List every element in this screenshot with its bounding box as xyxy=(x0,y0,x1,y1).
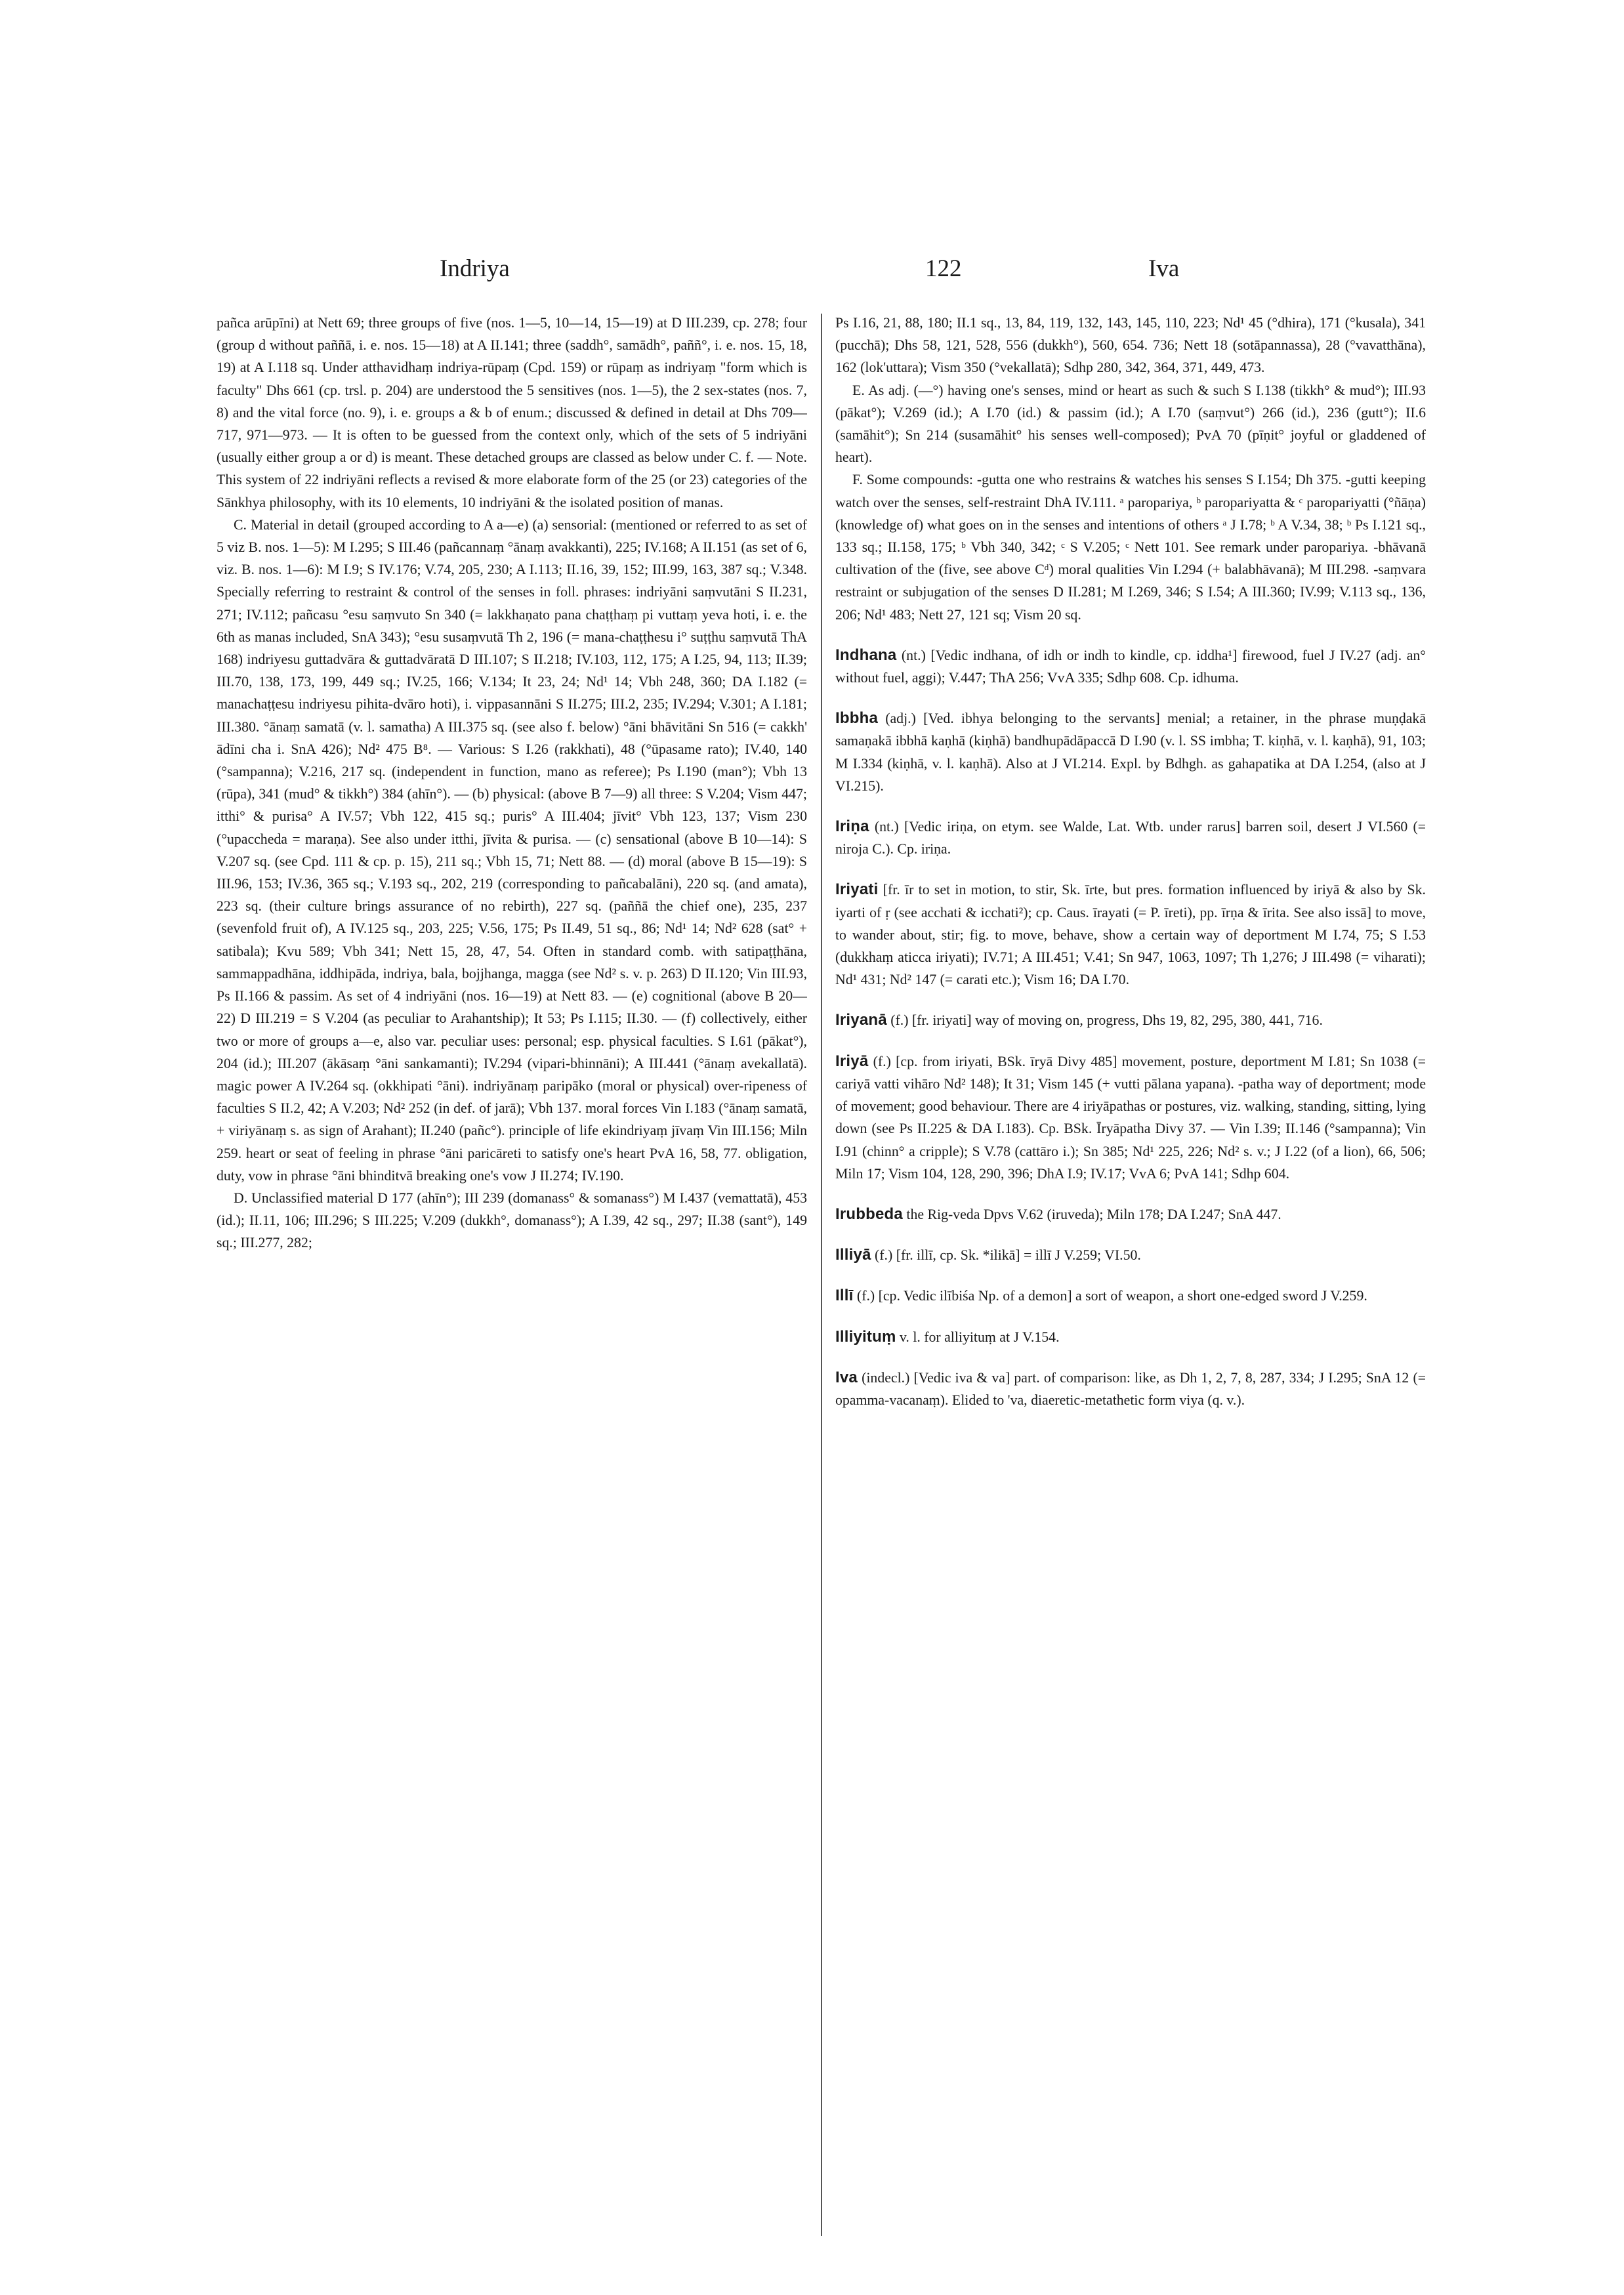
paragraph: pañca arūpīni) at Nett 69; three groups of five (nos. 1—5, 10—14, 15—19) at D III.239, cp. 278; four (group d without paññā, i. e. nos. 15—18) at A II.141; three (saddh°, samādh°, paññ°, i. e. nos. 15, 18, 19) at A I.118 sq. Under atthavidhaṃ indriya-rūpaṃ (Cpd. 159) or rūpaṃ as indriyaṃ "form which is faculty" Dhs 661 (cp. trsl. p. 204) are understood the 5 sensitives (nos. 1—5), the 2 sex-states (nos. 7, 8) and the vital force (no. 9), i. e. groups a & b of enum.; discussed & defined in detail at Dhs 709—717, 971—973. — It is often to be guessed from the context only, which of the sets of 5 indriyāni (usually either group a or d) is meant. These detached groups are classed as below under C. f. — Note. This system of 22 indriyāni reflects a revised & more elaborate form of the 25 (or 23) categories of the Sānkhya philosophy, with its 10 elements, 10 indriyāni & the isolated position of manas. xyxy=(217,315,807,510)
entry-body: v. l. for alliyituṃ at J V.154. xyxy=(896,1329,1060,1345)
dictionary-entry xyxy=(835,1203,1426,1226)
entry-headword: Iriyā xyxy=(835,1052,869,1070)
dictionary-entry xyxy=(835,707,1426,797)
entry-body: (adj.) [Ved. ibhya belonging to the servants] menial; a retainer, in the phrase muṇḍakā samaṇakā ibbhā kaṇhā (kiṇhā) bandhupādāpaccā D I.90 (v. l. SS imbha; T. kiṇhā, v. l. kaṇhā), 91, 103; M I.334 (kiṇhā, v. l. kaṇhā). Also at J VI.214. Expl. by Bdhgh. as gahapatika at DA I.254, (also at J VI.215). xyxy=(835,711,1426,794)
dictionary-entry xyxy=(835,1009,1426,1031)
dictionary-entry xyxy=(835,1285,1426,1307)
entry-body: (indecl.) [Vedic iva & va] part. of comparison: like, as Dh 1, 2, 7, 8, 287, 334; J I.295; SnA 12 (= opamma-vacanaṃ). Elided to 'va, diaeretic-metathetic form viya (q. v.). xyxy=(835,1369,1426,1408)
dictionary-entry xyxy=(835,816,1426,860)
dictionary-entry xyxy=(835,1367,1426,1411)
dictionary-entry xyxy=(835,879,1426,991)
entry-headword: Illiyā xyxy=(835,1246,871,1264)
paragraph: C. Material in detail (grouped according to A a—e) (a) sensorial: (mentioned or referred to as set of 5 viz B. nos. 1—5): M I.295; S III.46 (pañcannaṃ °ānaṃ avakkanti), 225; IV.168; A II.151 (as set of 6, viz. B. nos. 1—6): M I.9; S IV.176; V.74, 205, 230; A I.113; II.16, 39, 152; III.99, 163, 387 sq.; V.348. Specially referring to restraint & control of the senses in foll. phrases: indriyāni saṃvutāni S II.231, 271; IV.112; pañcasu °esu saṃvuto Sn 340 (= lakkhaṇato pana chaṭṭhaṃ pi vuttaṃ yeva hoti, i. e. the 6th as manas included, SnA 343); °esu susaṃvutā Th 2, 196 (= mana-chaṭṭhesu i° suṭṭhu saṃvutā ThA 168) indriyesu guttadvāra & guttadvāratā D III.107; S II.218; IV.103, 112, 175; A I.25, 94, 113; II.39; III.70, 138, 173, 199, 449 sq.; IV.25, 166; V.134; It 23, 24; Nd¹ 14; Vbh 248, 360; DA I.182 (= manachaṭṭesu indriyesu pihita-dvāro hoti), i. vippasannāni S II.275; III.2, 235; IV.294; V.301; A I.181; III.380. °ānaṃ samatā (v. l. samatha) A III.375 sq. (see also f. below) °āni bhāvitāni Sn 516 (= cakkh' ādīni cha i. SnA 426); Nd² 475 B⁸. — Various: S I.26 (rakkhati), 48 (°ūpasame rato); IV.40, 140 (°sampanna); V.216, 217 sq. (independent in function, mano as referee); Ps I.190 (man°); Vbh 13 (rūpa), 341 (mud° & tikkh°) 384 (ahīn°). — (b) physical: (above B 7—9) all three: S V.204; Vism 447; itthi° & purisa° A IV.57; Vbh 122, 415 sq.; puris° A III.404; jīvit° Vbh 123, 137; Vism 230 (°upaccheda = maraṇa). See also under itthi, jīvita & purisa. — (c) sensational (above B 10—14): S V.207 sq. (see Cpd. 111 & cp. p. 15), 211 sq.; Vbh 15, 71; Nett 88. — (d) moral (above B 15—19): S III.96, 153; IV.36, 365 sq.; V.193 sq., 202, 219 (corresponding to pañcabalāni), 220 sq. (and amata), 223 sq. (their culture brings assurance of no rebirth), 227 sq. (paññā the chief one), 235, 237 (sevenfold fruit of), A IV.125 sq., 203, 225; V.56, 175; Ps II.49, 51 sq., 86; Nd¹ 14; Nd² 628 (sat° + satibala); Kvu 589; Vbh 341; Nett 15, 28, 47, 54. Often in standard comb. with satipaṭṭhāna, sammappadhāna, iddhipāda, indriya, bala, bojjhanga, magga (see Nd² s. v. p. 263) D II.120; Vin III.93, Ps II.166 & passim. As set of 4 indriyāni (nos. 16—19) at Nett 83. — (e) cognitional (above B 20—22) D III.219 = S V.204 (as peculiar to Arahantship); It 53; Ps I.115; II.30. — (f) collectively, either two or more of groups a—e, also var. peculiar uses: personal; esp. physical faculties. S I.61 (pākat°), 204 (id.); III.207 (ākāsaṃ °āni sankamanti); IV.294 (vipari-bhinnāni); A III.441 (°ānaṃ avekallatā). magic power A IV.264 sq. (okkhipati °āni). indriyānaṃ paripāko (moral or physical) over-ripeness of faculties S II.2, 42; A V.203; Nd² 252 (in def. of jarā); Vbh 137. moral forces Vin I.183 (°ānaṃ samatā, + viriyānaṃ s. as sign of Arahant); II.240 (pañc°). principle of life ekindriyaṃ jīvaṃ Vin III.156; Miln 259. heart or seat of feeling in phrase °āni paricāreti to satisfy one's heart PvA 16, 58, 77. obligation, duty, vow in phrase °āni bhinditvā breaking one's vow J II.274; IV.190. xyxy=(217,516,807,1184)
entry-body: [fr. īr to set in motion, to stir, Sk. īrte, but pres. formation influenced by iriyā & also by Sk. iyarti of ṛ (see acchati & icchati²); cp. Caus. īrayati (= P. īreti), pp. īrṇa & īrita. See also issā] to move, to wander about, stir; fig. to move, behave, show a certain way of deportment M I.74, 75; S I.53 (dukkhaṃ aticca iriyati); IV.71; A III.451; V.41; Sn 947, 1063, 1097; Th 1,276; J III.498 (= viharati); Nd¹ 431; Nd² 147 (= carati etc.); Vism 16; DA I.70. xyxy=(835,882,1426,988)
right-column xyxy=(835,312,1426,2181)
dictionary-entry xyxy=(835,1244,1426,1266)
paragraph: Ps I.16, 21, 88, 180; II.1 sq., 13, 84, 119, 132, 143, 145, 110, 223; Nd¹ 45 (°dhira), 171 (°kusala), 341 (pucchā); Dhs 58, 121, 528, 556 (dukkh°), 560, 654. 736; Nett 18 (sotāpannassa), 28 (°vavatthāna), 162 (lok'uttara); Vism 350 (°vekallatā); Sdhp 280, 342, 364, 371, 449, 473. xyxy=(835,315,1426,376)
entry-headword: Illī xyxy=(835,1287,854,1305)
entry-body: (nt.) [Vedic indhana, of idh or indh to kindle, cp. iddha¹] firewood, fuel J IV.27 (adj. an° without fuel, aggi); V.447; ThA 256; VvA 335; Sdhp 608. Cp. idhuma. xyxy=(835,647,1426,686)
entry-headword: Iriyanā xyxy=(835,1011,887,1029)
entry-headword: Ibbha xyxy=(835,709,878,728)
page-number: 122 xyxy=(925,255,962,282)
dictionary-entry xyxy=(835,1326,1426,1348)
running-head xyxy=(217,255,1411,294)
header-left-word: Indriya xyxy=(440,255,510,282)
entry-body: (nt.) [Vedic iriṇa, on etym. see Walde, Lat. Wtb. under rarus] barren soil, desert J VI.560 (= niroja C.). Cp. iriṇa. xyxy=(835,819,1426,858)
paragraph: E. As adj. (—°) having one's senses, mind or heart as such & such S I.138 (tikkh° & mud°); III.93 (pākat°); V.269 (id.); A I.70 (id.) & passim (id.); A I.70 (saṃvut°) 266 (id.), 236 (gutt°); II.6 (samāhit°); Sn 214 (susamāhit° his senses well-composed); PvA 70 (pīṇit° joyful or gladdened of heart). xyxy=(835,382,1426,466)
left-column xyxy=(217,312,807,2237)
header-right-word: Iva xyxy=(1148,255,1180,282)
dictionary-entry xyxy=(835,644,1426,689)
dictionary-entry xyxy=(835,1050,1426,1185)
entry-body: (f.) [fr. iriyati] way of moving on, progress, Dhs 19, 82, 295, 380, 441, 716. xyxy=(886,1012,1323,1029)
paragraph: F. Some compounds: -gutta one who restrains & watches his senses S I.154; Dh 375. -gutti keeping watch over the senses, self-restraint DhA IV.111. ᵃ paropariya, ᵇ paropariyatta & ᶜ paropariyatti (°ñāṇa) (knowledge of) what goes on in the senses and intentions of others ᵃ J I.78; ᵇ A V.34, 38; ᵇ Ps I.121 sq., 133 sq.; II.158, 175; ᵇ Vbh 340, 342; ᶜ S V.205; ᶜ Nett 101. See remark under paropariya. -bhāvanā cultivation of the (five, see above Cᵈ) moral qualities Vin I.294 (+ balabhāvanā); M III.298. -saṃvara restraint or subjugation of the senses D II.281; M I.269, 346; S I.54; A III.360; IV.99; V.113 sq., 136, 206; Nd¹ 483; Nett 27, 121 sq; Vism 20 sq. xyxy=(835,472,1426,623)
entry-headword: Irubbeda xyxy=(835,1205,903,1223)
entry-headword: Indhana xyxy=(835,646,897,664)
column-divider xyxy=(821,314,822,2236)
entry-headword: Iriyati xyxy=(835,880,879,899)
entry-body: (f.) [cp. from iriyati, BSk. īryā Divy 485] movement, posture, deportment M I.81; Sn 1038 (= cariyā vatti vihāro Nd² 148); It 31; Vism 145 (+ vutti pālana yapana). -patha way of deportment; mode of movement; good behaviour. There are 4 iriyāpathas or postures, viz. walking, standing, sitting, lying down (see Ps II.225 & DA I.183). Cp. BSk. Īryāpatha Divy 37. — Vin I.39; II.146 (°sampanna); Vin I.91 (chinn° a cripple); S V.78 (cattāro i.); Sn 385; Nd¹ 225, 226; Nd² s. v.; J I.22 (of a lion), 66, 506; Miln 17; Vism 104, 128, 290, 396; DhA I.9; IV.17; VvA 6; PvA 141; Sdhp 604. xyxy=(835,1053,1426,1182)
entry-headword: Iriṇa xyxy=(835,817,869,836)
paragraph: D. Unclassified material D 177 (ahīn°); III 239 (domanass° & somanass°) M I.437 (vemattatā), 453 (id.); II.11, 106; III.296; S III.225; V.209 (dukkh°, domanass°); A I.39, 42 sq., 297; II.38 (sant°), 149 sq.; III.277, 282; xyxy=(217,1189,807,1251)
entry-body: (f.) [cp. Vedic ilībiśa Np. of a demon] a sort of weapon, a short one-edged sword J V.259. xyxy=(853,1288,1367,1304)
entry-headword: Iva xyxy=(835,1368,858,1386)
entry-headword: Illiyituṃ xyxy=(835,1327,896,1346)
entry-body: the Rig-veda Dpvs V.62 (iruveda); Miln 178; DA I.247; SnA 447. xyxy=(902,1206,1281,1222)
entry-body: (f.) [fr. illī, cp. Sk. *ilikā] = illī J V.259; VI.50. xyxy=(871,1247,1141,1264)
